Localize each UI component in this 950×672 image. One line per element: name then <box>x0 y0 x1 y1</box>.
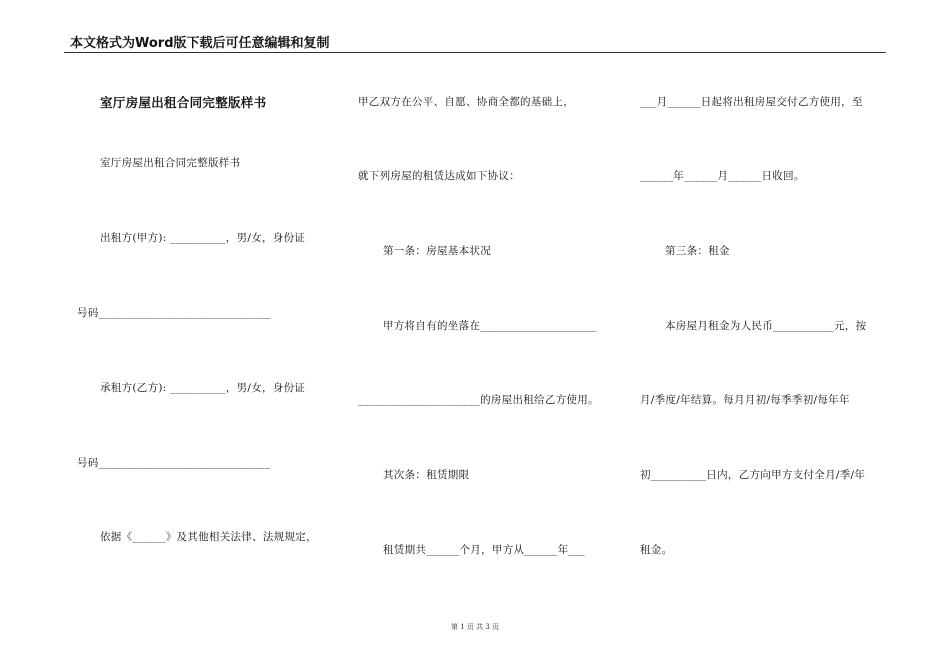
paragraph-line: 月/季度/年结算。每月月初/每季季初/每年年 <box>640 394 850 406</box>
paragraph-line: 依据《______》及其他相关法律、法规规定， <box>100 531 317 543</box>
paragraph-line: 租赁期共______个月，甲方从______年___ <box>383 544 586 556</box>
paragraph-line: ___月______日起将出租房屋交付乙方使用，至 <box>640 96 863 108</box>
paragraph-line: ______________________的房屋出租给乙方使用。 <box>358 394 599 406</box>
doc-title: 室厅房屋出租合同完整版样书 <box>100 95 267 110</box>
paragraph-line: ______年______月______日收回。 <box>640 170 805 182</box>
header-rule <box>64 52 886 53</box>
paragraph-line: 租金。 <box>640 544 673 556</box>
page-header-banner: 本文格式为Word版下载后可任意编辑和复制 <box>70 36 330 51</box>
paragraph-line: 初__________日内，乙方向甲方支付全月/季/年 <box>640 469 866 481</box>
paragraph-line: 甲乙双方在公平、自愿、协商全都的基础上， <box>358 96 574 108</box>
paragraph-line: 室厅房屋出租合同完整版样书 <box>100 157 241 169</box>
paragraph-line: 号码_______________________________ <box>77 307 271 319</box>
section-heading: 第三条：租金 <box>665 245 730 257</box>
paragraph-line: 就下列房屋的租赁达成如下协议： <box>358 170 520 182</box>
section-heading: 其次条：租赁期限 <box>383 469 470 481</box>
paragraph-line: 出租方(甲方): __________，男/女，身份证 <box>100 232 306 244</box>
paragraph-line: 承租方(乙方): __________，男/女，身份证 <box>100 382 306 394</box>
page-number: 第 1 页 共 3 页 <box>450 623 500 631</box>
section-heading: 第一条：房屋基本状况 <box>383 245 491 257</box>
paragraph-line: 号码_______________________________ <box>77 457 271 469</box>
paragraph-line: 甲方将自有的坐落在_____________________ <box>383 320 597 332</box>
paragraph-line: 本房屋月租金为人民币___________元，按 <box>665 320 867 332</box>
